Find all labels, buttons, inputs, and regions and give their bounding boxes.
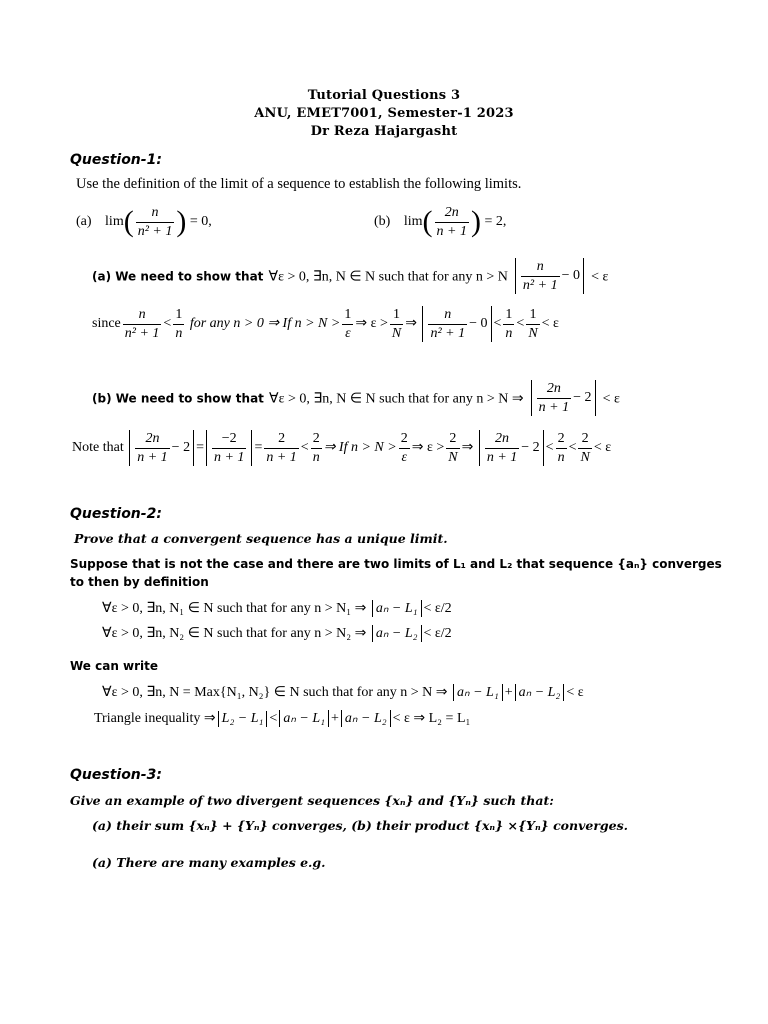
answer-b-condition: ∀ε > 0, ∃n, N ∈ N such that for any n > N ⇒ bbox=[269, 391, 524, 407]
since-line: since $\frac{n}{\text{n² + 1}}$ < $\frac{1}{n}$ for any n > 0 ⇒ If n > N > $\frac{1}{\varepsilon}$ ⇒ ε > $\frac{1}{N}$ ⇒ $\frac{n}{\text{n² + 1}}$ − 0 < $\frac{1}{n}$ < $\frac{1}{N}$ < ε bbox=[92, 307, 559, 341]
limit-b: (b) lim( $\frac{2n}{n + 1}$ ) = 2, bbox=[374, 205, 507, 239]
answer-b-line: (b) We need to show that ∀ε > 0, ∃n, N ∈ N such that for any n > N ⇒ $\frac{2n}{n + 1}$ − 2 < ε bbox=[92, 381, 620, 415]
limit-a: (a) lim( $\frac{n}{\text{n² + 1}}$ ) = 0, bbox=[76, 205, 212, 239]
part-b-label: (b) bbox=[374, 214, 391, 230]
we-can-write: We can write bbox=[70, 659, 159, 673]
since-word: since bbox=[92, 316, 121, 332]
question-3-heading: Question-3: bbox=[70, 767, 162, 783]
question-2-line2: to then by definition bbox=[70, 575, 209, 589]
limit-a-rhs: = 0, bbox=[189, 214, 212, 230]
answer-a-condition: ∀ε > 0, ∃n, N ∈ N such that for any n > N bbox=[268, 269, 508, 285]
question-2-line1: Suppose that is not the case and there are two limits of L₁ and L₂ that sequence {aₙ} converges bbox=[70, 557, 722, 571]
limit-a-denominator: n² + 1 bbox=[137, 223, 173, 239]
question-3-answer-a: (a) There are many examples e.g. bbox=[92, 855, 326, 870]
limit-b-rhs: = 2, bbox=[484, 214, 507, 230]
lim-a: lim bbox=[105, 214, 124, 230]
answer-b-lead: (b) We need to show that bbox=[92, 391, 264, 406]
document-title: Tutorial Questions 3 bbox=[307, 88, 461, 103]
limit-a-numerator: n bbox=[151, 205, 159, 220]
lim-b: lim bbox=[403, 214, 423, 230]
question-3-parts: (a) their sum {xₙ} + {Yₙ} converges, (b) their product {xₙ} ×{Yₙ} converges. bbox=[92, 818, 628, 833]
definition-2: ∀ε > 0, ∃n, N₂ ∈ N such that for any n > N₂ ⇒ aₙ − L₂ < ε/2 bbox=[102, 626, 452, 642]
question-1-intro: Use the definition of the limit of a sequence to establish the following limits. bbox=[76, 176, 522, 192]
question-3-prompt: Give an example of two divergent sequences {xₙ} and {Yₙ} such that: bbox=[70, 793, 554, 808]
limit-b-denominator: n + 1 bbox=[436, 223, 467, 239]
question-2-heading: Question-2: bbox=[70, 506, 162, 522]
note-word: Note that bbox=[72, 440, 124, 456]
limit-b-numerator: 2n bbox=[444, 205, 459, 220]
triangle-inequality-line: Triangle inequality ⇒ L₂ − L₁ < aₙ − L₁ + aₙ − L₂ < ε ⇒ L₂ = L₁ bbox=[94, 710, 471, 727]
answer-a-lead: (a) We need to show that bbox=[92, 269, 264, 284]
max-line: ∀ε > 0, ∃n, N = Max{N₁, N₂} ∈ N such that for any n > N ⇒ aₙ − L₁ + aₙ − L₂ < ε bbox=[102, 685, 584, 701]
definition-1: ∀ε > 0, ∃n, N₁ ∈ N such that for any n > N₁ ⇒ aₙ − L₁ < ε/2 bbox=[102, 601, 452, 617]
author-line: Dr Reza Hajargasht bbox=[310, 124, 458, 139]
question-2-prompt: Prove that a convergent sequence has a unique limit. bbox=[74, 531, 448, 546]
part-a-label: (a) bbox=[76, 214, 92, 230]
answer-a-line: (a) We need to show that ∀ε > 0, ∃n, N ∈ N such that for any n > N $\frac{n}{\text{n² + 1}}$ − 0 < ε bbox=[92, 259, 609, 293]
question-1-heading: Question-1: bbox=[70, 152, 162, 168]
course-line: ANU, EMET7001, Semester-1 2023 bbox=[254, 106, 514, 121]
note-line: Note that $\frac{2n}{n + 1}$ − 2 = $\frac{-2}{n + 1}$ = $\frac{2}{n + 1}$ < $\frac{2}{n}$ ⇒ If n > N > $\frac{2}{\varepsilon}$ ⇒ ε > $\frac{2}{N}$ ⇒ $\frac{2n}{n + 1}$ − 2 < $\frac{2}{n}$ < $\frac{2}{N}$ < ε bbox=[72, 431, 612, 465]
